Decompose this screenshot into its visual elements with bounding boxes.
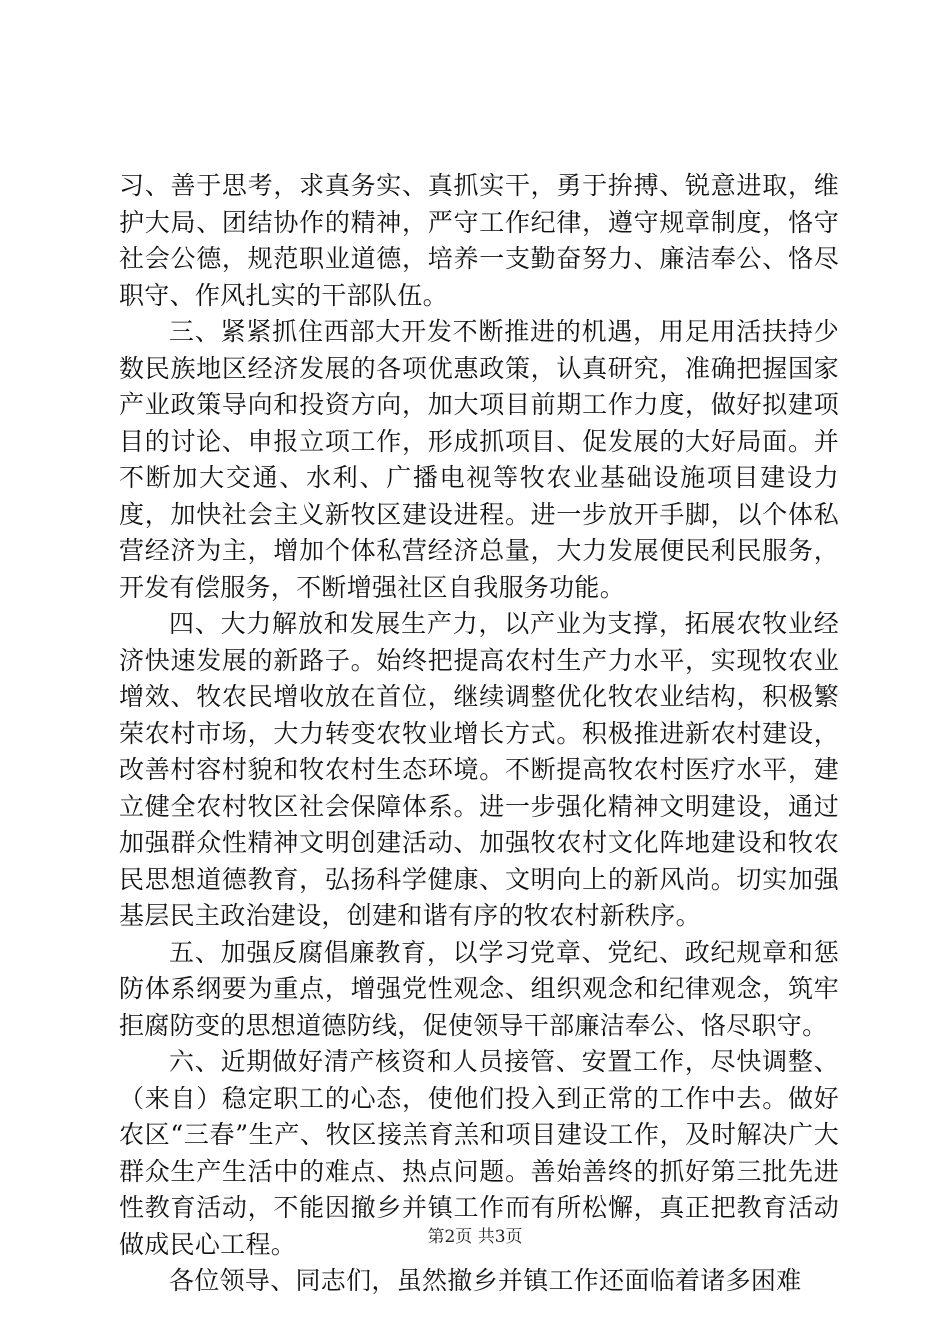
paragraph-6: 各位领导、同志们，虽然撤乡并镇工作还面临着诸多困难	[169, 1266, 802, 1295]
paragraph-4: 五、加强反腐倡廉教育，以学习党章、党纪、政纪规章和惩防体系纲要为重点，增强党性观念、组织观念和纪律观念，筑牢拒腐防变的思想道德防线，促使领导干部廉洁奉公、恪尽职守。	[119, 937, 839, 1040]
paragraph-5: 六、近期做好清产核资和人员接管、安置工作，尽快调整、（来自）稳定职工的心态，使他们投入到正常的工作中去。做好农区“三春”生产、牧区接羔育羔和项目建设工作，及时解决广大群众生产生活中的难点、热点问题。善始善终的抓好第三批先进性教育活动，不能因撤乡并镇工作而有所松懈，真正把教育活动做成民心工程。	[119, 1047, 839, 1259]
paragraph-3: 四、大力解放和发展生产力，以产业为支撑，拓展农牧业经济快速发展的新路子。始终把提高农村生产力水平，实现牧农业增效、牧农民增收放在首位，继续调整优化牧农业结构，积极繁荣农村市场，大力转变农牧业增长方式。积极推进新农村建设，改善村容村貌和牧农村生态环境。不断提高牧农村医疗水平，建立健全农村牧区社会保障体系。进一步强化精神文明建设，通过加强群众性精神文明创建活动、加强牧农村文化阵地建设和牧农民思想道德教育，弘扬科学健康、文明向上的新风尚。切实加强基层民主政治建设，创建和谐有序的牧农村新秩序。	[119, 609, 839, 930]
paragraph-1: 习、善于思考，求真务实、真抓实干，勇于拚搏、锐意进取，维护大局、团结协作的精神，严守工作纪律，遵守规章制度，恪守社会公德，规范职业道德，培养一支勤奋努力、廉洁奉公、恪尽职守、作风扎实的干部队伍。	[119, 171, 839, 310]
paragraph-2: 三、紧紧抓住西部大开发不断推进的机遇，用足用活扶持少数民族地区经济发展的各项优惠政策，认真研究，准确把握国家产业政策导向和投资方向，加大项目前期工作力度，做好拟建项目的讨论、申报立项工作，形成抓项目、促发展的大好局面。并不断加大交通、水利、广播电视等牧农业基础设施项目建设力度，加快社会主义新牧区建设进程。进一步放开手脚，以个体私营经济为主，增加个体私营经济总量，大力发展便民利民服务，开发有偿服务，不断增强社区自我服务功能。	[119, 317, 839, 602]
page-number-footer: 第2页 共3页	[427, 1227, 523, 1247]
document-body	[119, 168, 839, 1300]
